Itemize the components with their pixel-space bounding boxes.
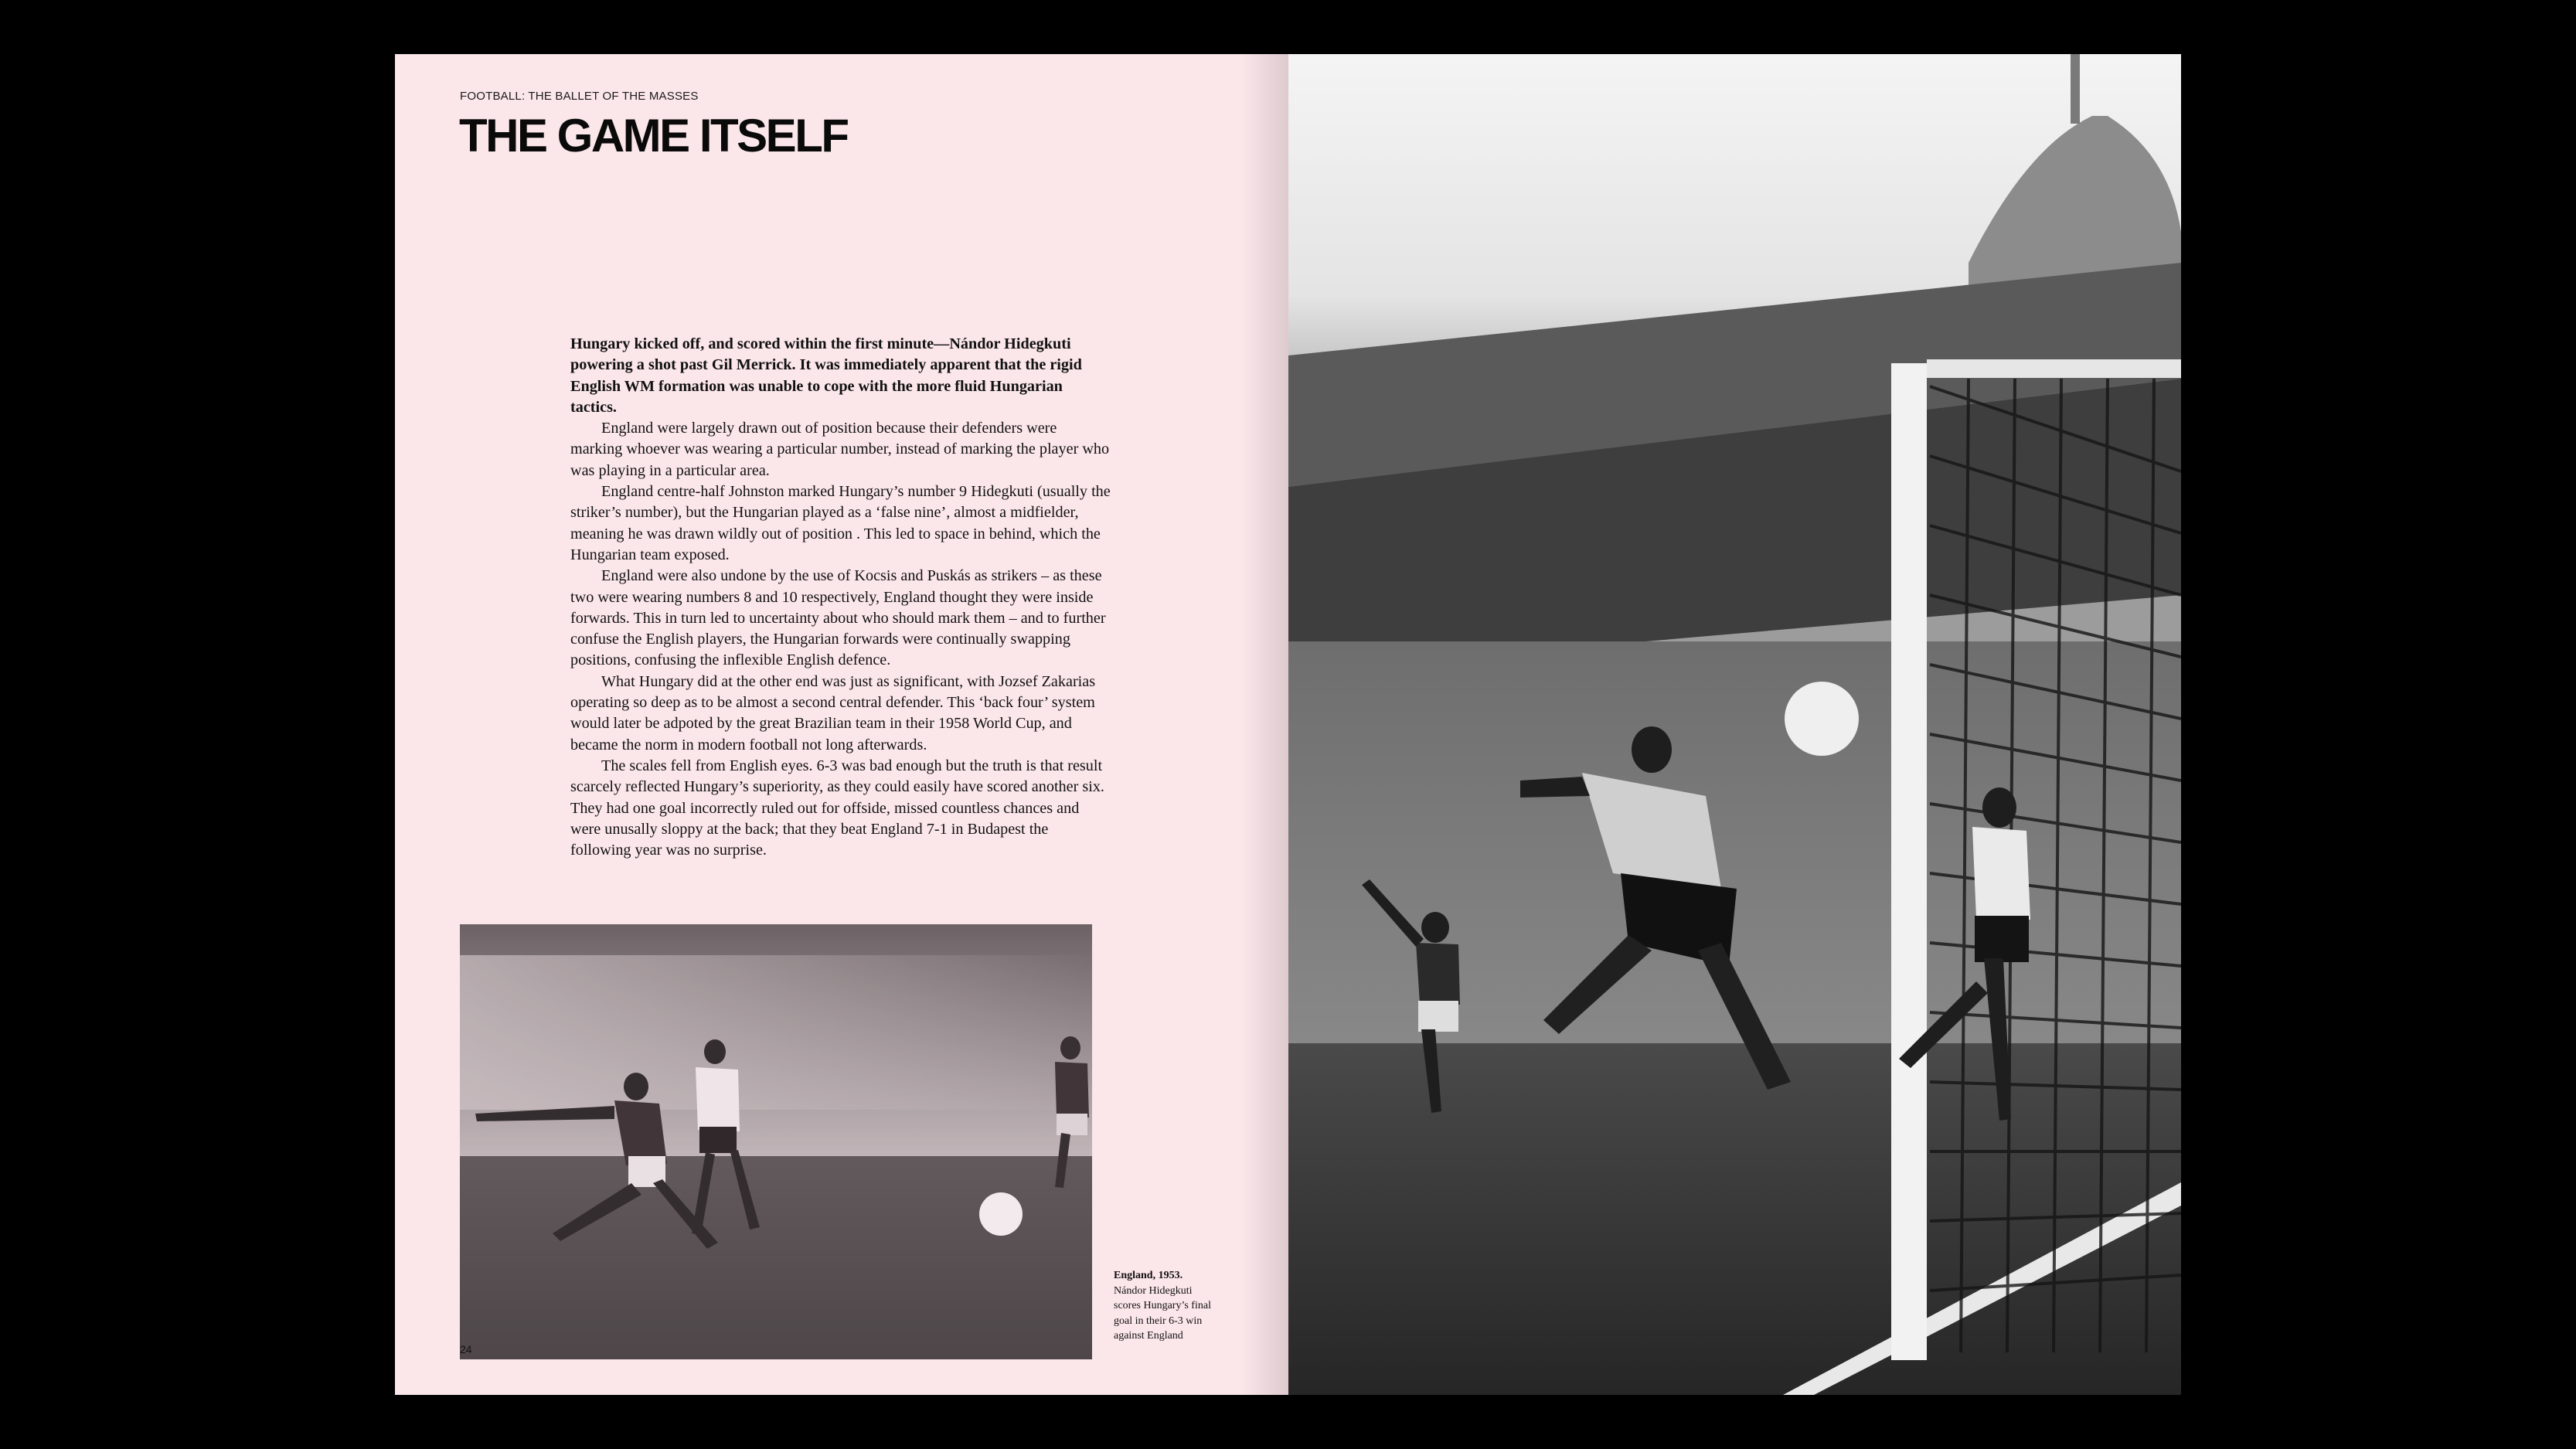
match-photo-small	[460, 924, 1092, 1359]
article-paragraph: England were also undone by the use of Kocsis and Puskás as strikers – as these two were wearing numbers 8 and 10 respectively, England thought they were inside forwards. This in turn led to uncertainty about who should mark them – and to further confuse the English players, the Hungarian forwards were continually swapping positions, confusing the inflexible English defence.	[570, 567, 1106, 669]
running-head: FOOTBALL: THE BALLET OF THE MASSES	[460, 90, 699, 103]
photo-caption	[1114, 1268, 1214, 1344]
right-page	[1288, 54, 2181, 1395]
article-paragraph: England were largely drawn out of position because their defenders were marking whoever was wearing a particular number, instead of marking the player who was playing in a particular area.	[570, 420, 1110, 479]
article-paragraph: England centre-half Johnston marked Hungary’s number 9 Hidegkuti (usually the striker’s number), but the Hungarian played as a ‘false nine’, almost a midfielder, meaning he was drawn wildly out of position . This led to space in behind, which the Hungarian team exposed.	[570, 483, 1111, 563]
article-paragraph: The scales fell from English eyes. 6-3 was bad enough but the truth is that result scarcely reflected Hungary’s superiority, as they could easily have scored another six. They had one goal incorrectly ruled out for offside, missed countless chances and were unusally sloppy at the back; that they beat England 7-1 in Budapest the following year was no surprise.	[570, 757, 1104, 859]
article-paragraph: What Hungary did at the other end was just as significant, with Jozsef Zakarias operating so deep as to be almost a second central defender. This ‘back four’ system would later be adpoted by the great Brazilian team in their 1958 World Cup, and became the norm in modern football not long afterwards.	[570, 672, 1096, 753]
left-page	[395, 54, 1288, 1395]
page-number: 24	[460, 1343, 472, 1355]
gutter-shadow	[1242, 54, 1288, 1395]
page-title: THE GAME ITSELF	[459, 110, 848, 162]
article-paragraph: Hungary kicked off, and scored within the first minute—Nándor Hidegkuti powering a shot past Gil Merrick. It was immediately apparent that the rigid English WM formation was unable to cope with the more fluid Hungarian tactics.	[570, 335, 1082, 416]
caption-heading: England, 1953.	[1114, 1270, 1183, 1281]
caption-text: Nándor Hidegkuti scores Hungary’s final goal in their 6-3 win against England	[1114, 1284, 1211, 1342]
article-body	[570, 334, 1111, 861]
goalkeeper-photo	[1288, 54, 2181, 1395]
